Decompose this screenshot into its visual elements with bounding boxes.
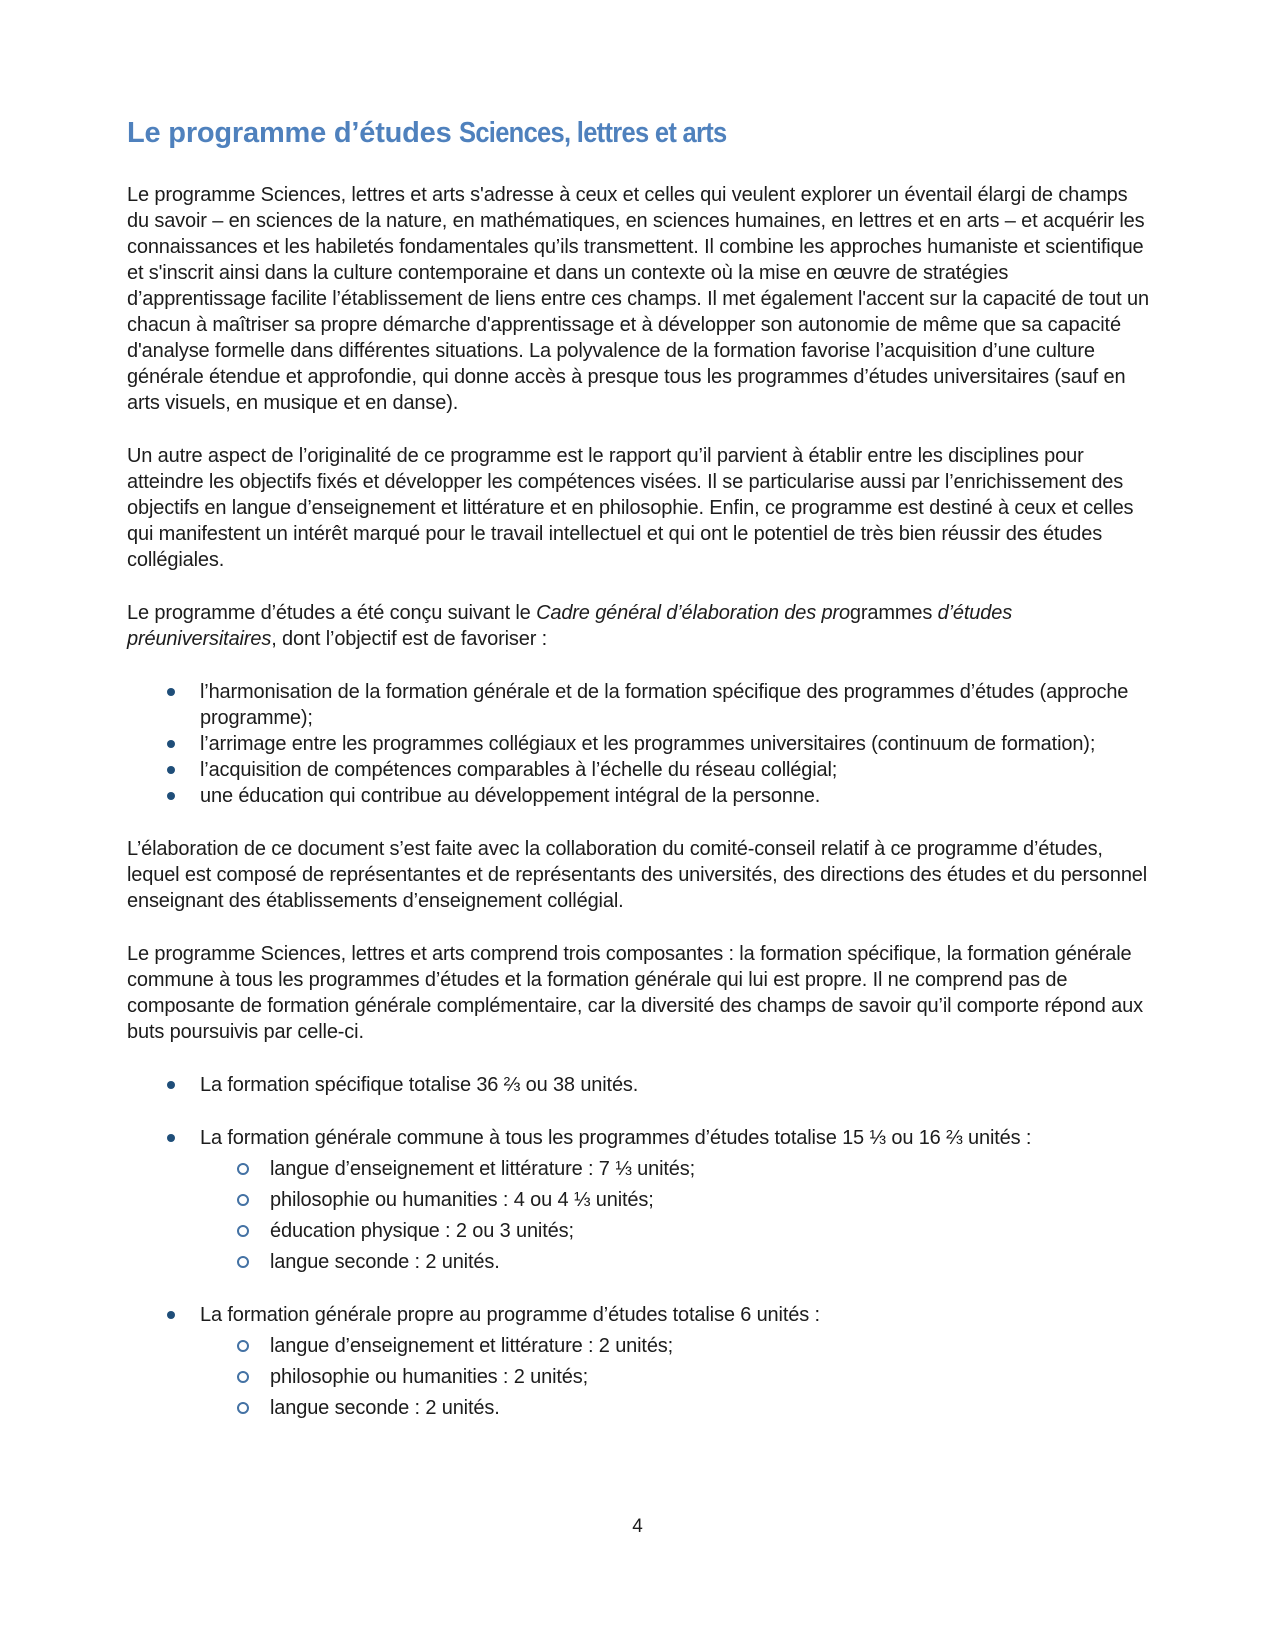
components-list-item xyxy=(127,1302,1151,1421)
component-text: La formation générale propre au programme d’études totalise 6 unités : xyxy=(200,1304,820,1326)
p3-italic-2: d’études préuniversitaires xyxy=(127,602,1013,650)
objective-text: l’arrimage entre les programmes collégiaux et les programmes universitaires (continuum de formation); xyxy=(200,733,1096,755)
page-title xyxy=(127,116,1151,150)
circle-bullet-icon xyxy=(237,1340,249,1352)
circle-bullet-icon xyxy=(237,1256,249,1268)
components-sublist-item xyxy=(200,1156,1151,1182)
bullet-icon xyxy=(167,740,175,748)
component-text: La formation générale commune à tous les programmes d’études totalise 15 ⅓ ou 16 ⅔ unités : xyxy=(200,1127,1032,1149)
bullet-icon xyxy=(167,766,175,774)
component-text: La formation spécifique totalise 36 ⅔ ou 38 unités. xyxy=(200,1074,639,1096)
paragraph-program-overview: Le programme Sciences, lettres et arts s'adresse à ceux et celles qui veulent explorer un éventail élargi de champs du savoir – en sciences de la nature, en mathématiques, en sciences humaines, en lettres et en arts – et acquérir les connaissances et les habiletés fondamentales qu’ils transmettent. Il combine les approches humaniste et scientifique et s'inscrit ainsi dans la culture contemporaine et dans un contexte où la mise en œuvre de stratégies d’apprentissage facilite l’établissement de liens entre ces champs. Il met également l'accent sur la capacité de tout un chacun à maîtriser sa propre démarche d'apprentissage et à développer son autonomie de même que sa capacité d'analyse formelle dans différentes situations. La polyvalence de la formation favorise l’acquisition d’une culture générale étendue et approfondie, qui donne accès à presque tous les programmes d’études universitaires (sauf en arts visuels, en musique et en danse). xyxy=(127,184,1149,414)
components-sublist-item xyxy=(200,1187,1151,1213)
circle-bullet-icon xyxy=(237,1402,249,1414)
subcomponent-text: langue seconde : 2 unités. xyxy=(270,1397,500,1419)
circle-bullet-icon xyxy=(237,1194,249,1206)
objectives-list-item xyxy=(127,679,1151,731)
components-list-item xyxy=(127,1125,1151,1275)
subcomponent-text: langue d’enseignement et littérature : 7 ⅓ unités; xyxy=(270,1158,696,1180)
p3-regular-1: Le programme d’études a été conçu suivant le xyxy=(127,602,537,624)
circle-bullet-icon xyxy=(237,1163,249,1175)
paragraph-elaboration: L’élaboration de ce document s’est faite avec la collaboration du comité-conseil relatif à ce programme d’études, lequel est composé de représentantes et de représentants des universités, des directions des études et du personnel enseignant des établissements d’enseignement collégial. xyxy=(127,838,1148,912)
subcomponent-text: philosophie ou humanities : 2 unités; xyxy=(270,1366,588,1388)
subcomponent-text: langue d’enseignement et littérature : 2 unités; xyxy=(270,1335,674,1357)
bullet-icon xyxy=(167,792,175,800)
subcomponent-text: éducation physique : 2 ou 3 unités; xyxy=(270,1220,574,1242)
components-sublist-item xyxy=(200,1218,1151,1244)
circle-bullet-icon xyxy=(237,1225,249,1237)
components-sublist xyxy=(200,1333,1151,1421)
objectives-list xyxy=(127,679,1151,809)
paragraph-originality: Un autre aspect de l’originalité de ce programme est le rapport qu’il parvient à établir entre les disciplines pour atteindre les objectifs fixés et développer les compétences visées. Il se particularise aussi par l’enrichissement des objectifs en langue d’enseignement et littérature et en philosophie. Enfin, ce programme est destiné à ceux et celles qui manifestent un intérêt marqué pour le travail intellectuel et qui ont le potentiel de très bien réussir des études collégiales. xyxy=(127,445,1134,571)
components-sublist-item xyxy=(200,1395,1151,1421)
subcomponent-text: langue seconde : 2 unités. xyxy=(270,1251,500,1273)
components-list xyxy=(127,1072,1151,1421)
objective-text: une éducation qui contribue au développement intégral de la personne. xyxy=(200,785,821,807)
circle-bullet-icon xyxy=(237,1371,249,1383)
objective-text: l’acquisition de compétences comparables à l’échelle du réseau collégial; xyxy=(200,759,838,781)
bullet-icon xyxy=(167,1134,175,1142)
objectives-list-item xyxy=(127,783,1151,809)
page-content xyxy=(127,116,1151,1448)
bullet-icon xyxy=(167,1081,175,1089)
paragraph-composantes: Le programme Sciences, lettres et arts comprend trois composantes : la formation spécifique, la formation générale commune à tous les programmes d’études et la formation générale qui lui est propre. Il ne comprend pas de composante de formation générale complémentaire, car la diversité des champs de savoir qu’il comporte répond aux buts poursuivis par celle-ci. xyxy=(127,943,1143,1043)
p3-regular-3: , dont l’objectif est de favoriser : xyxy=(271,628,548,650)
paragraph-cadre-general xyxy=(127,600,1151,652)
page-title-program-name: Sciences, lettres et arts xyxy=(459,117,727,149)
components-list-item xyxy=(127,1072,1151,1098)
bullet-icon xyxy=(167,688,175,696)
subcomponent-text: philosophie ou humanities : 4 ou 4 ⅓ unités; xyxy=(270,1189,654,1211)
components-sublist-item xyxy=(200,1333,1151,1359)
p3-regular-2: grammes xyxy=(849,602,938,624)
components-sublist-item xyxy=(200,1364,1151,1390)
p3-italic-1: Cadre général d’élaboration des pro xyxy=(536,602,850,624)
objectives-list-item xyxy=(127,731,1151,757)
bullet-icon xyxy=(167,1311,175,1319)
page-title-prefix: Le programme d’études xyxy=(127,117,460,149)
objective-text: l’harmonisation de la formation générale et de la formation spécifique des programmes d’études (approche programme); xyxy=(200,681,1129,729)
objectives-list-item xyxy=(127,757,1151,783)
components-sublist xyxy=(200,1156,1151,1275)
components-sublist-item xyxy=(200,1249,1151,1275)
page-number: 4 xyxy=(632,1516,643,1537)
